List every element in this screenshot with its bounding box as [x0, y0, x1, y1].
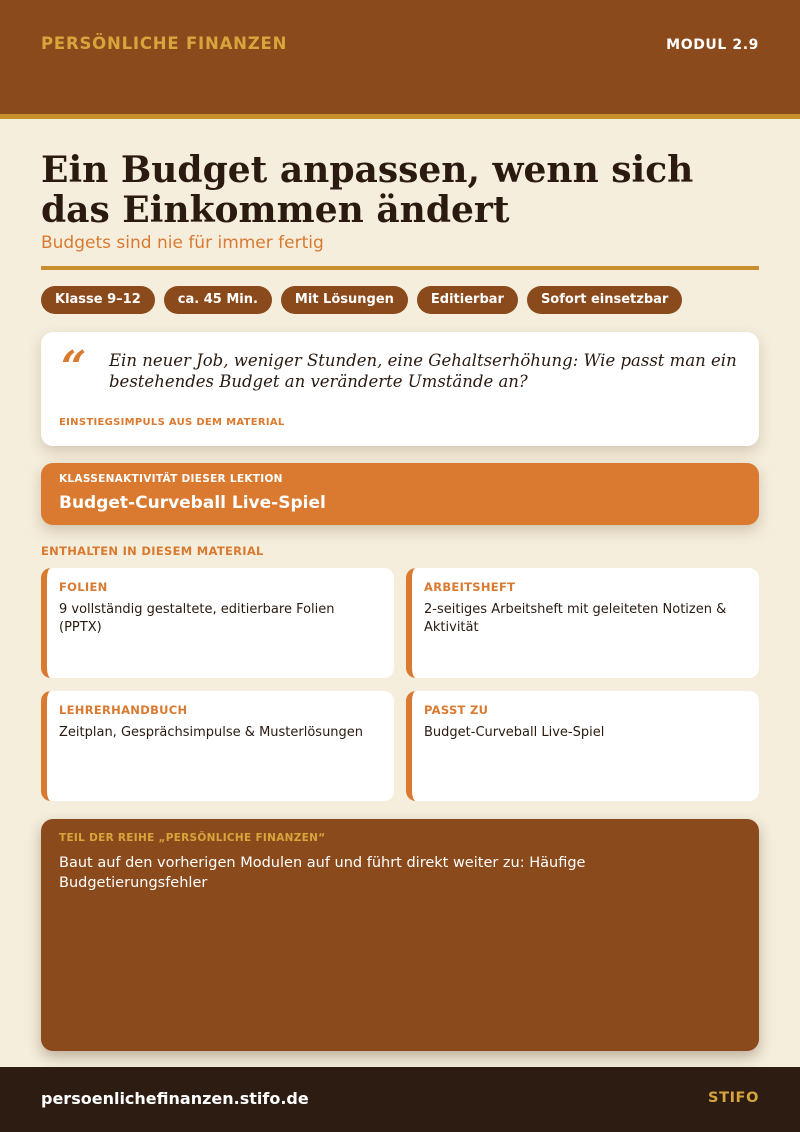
included-heading: ENTHALTEN IN DIESEM MATERIAL — [41, 544, 264, 558]
tag-ready: Sofort einsetzbar — [527, 286, 682, 314]
series-label: TEIL DER REIHE „PERSÖNLICHE FINANZEN“ — [59, 832, 326, 844]
header-bar — [0, 0, 800, 114]
header-stripe — [0, 114, 800, 119]
page-title: Ein Budget anpassen, wenn sich das Einkommen ändert — [41, 149, 694, 231]
card-text: 9 vollständig gestaltete, editierbare Folien (PPTX) — [59, 602, 335, 635]
card-label: PASST ZU — [424, 703, 489, 717]
card-text: Zeitplan, Gesprächsimpulse & Musterlösungen — [59, 725, 364, 740]
quote-source: EINSTIEGSIMPULS AUS DEM MATERIAL — [59, 417, 285, 428]
brand-name: PERSÖNLICHE FINANZEN — [41, 34, 288, 53]
card-label: ARBEITSHEFT — [424, 580, 516, 594]
tag-editable: Editierbar — [417, 286, 518, 314]
included-card-teacher-guide — [41, 691, 394, 801]
activity-banner — [41, 463, 759, 525]
module-number: MODUL 2.9 — [666, 37, 759, 53]
card-label: LEHRERHANDBUCH — [59, 703, 188, 717]
series-box — [41, 819, 759, 1051]
tag-list — [41, 286, 682, 314]
quote-card — [41, 332, 759, 446]
card-text: 2-seitiges Arbeitsheft mit geleiteten Notizen & Aktivität — [424, 602, 727, 635]
card-text: Budget-Curveball Live-Spiel — [424, 725, 605, 740]
title-divider — [41, 266, 759, 270]
card-label: FOLIEN — [59, 580, 108, 594]
footer-url-link[interactable]: persoenlichefinanzen.stifo.de — [41, 1089, 309, 1108]
activity-title: Budget-Curveball Live-Spiel — [59, 493, 326, 513]
quote-mark-icon: “ — [61, 342, 87, 393]
included-card-matches — [406, 691, 759, 801]
tag-duration: ca. 45 Min. — [164, 286, 272, 314]
included-card-workbook — [406, 568, 759, 678]
tag-grade: Klasse 9–12 — [41, 286, 155, 314]
series-text: Baut auf den vorherigen Modulen auf und führt direkt weiter zu: Häufige Budgetierungsfehler — [59, 855, 586, 891]
page-subtitle: Budgets sind nie für immer fertig — [41, 233, 324, 253]
tag-solutions: Mit Lösungen — [281, 286, 408, 314]
footer-bar — [0, 1067, 800, 1132]
included-card-slides — [41, 568, 394, 678]
footer-brand: STIFO — [708, 1090, 759, 1106]
activity-label: KLASSENAKTIVITÄT DIESER LEKTION — [59, 473, 283, 485]
quote-text: Ein neuer Job, weniger Stunden, eine Gehaltserhöhung: Wie passt man ein bestehendes Budget an veränderte Umstände an? — [109, 351, 737, 391]
